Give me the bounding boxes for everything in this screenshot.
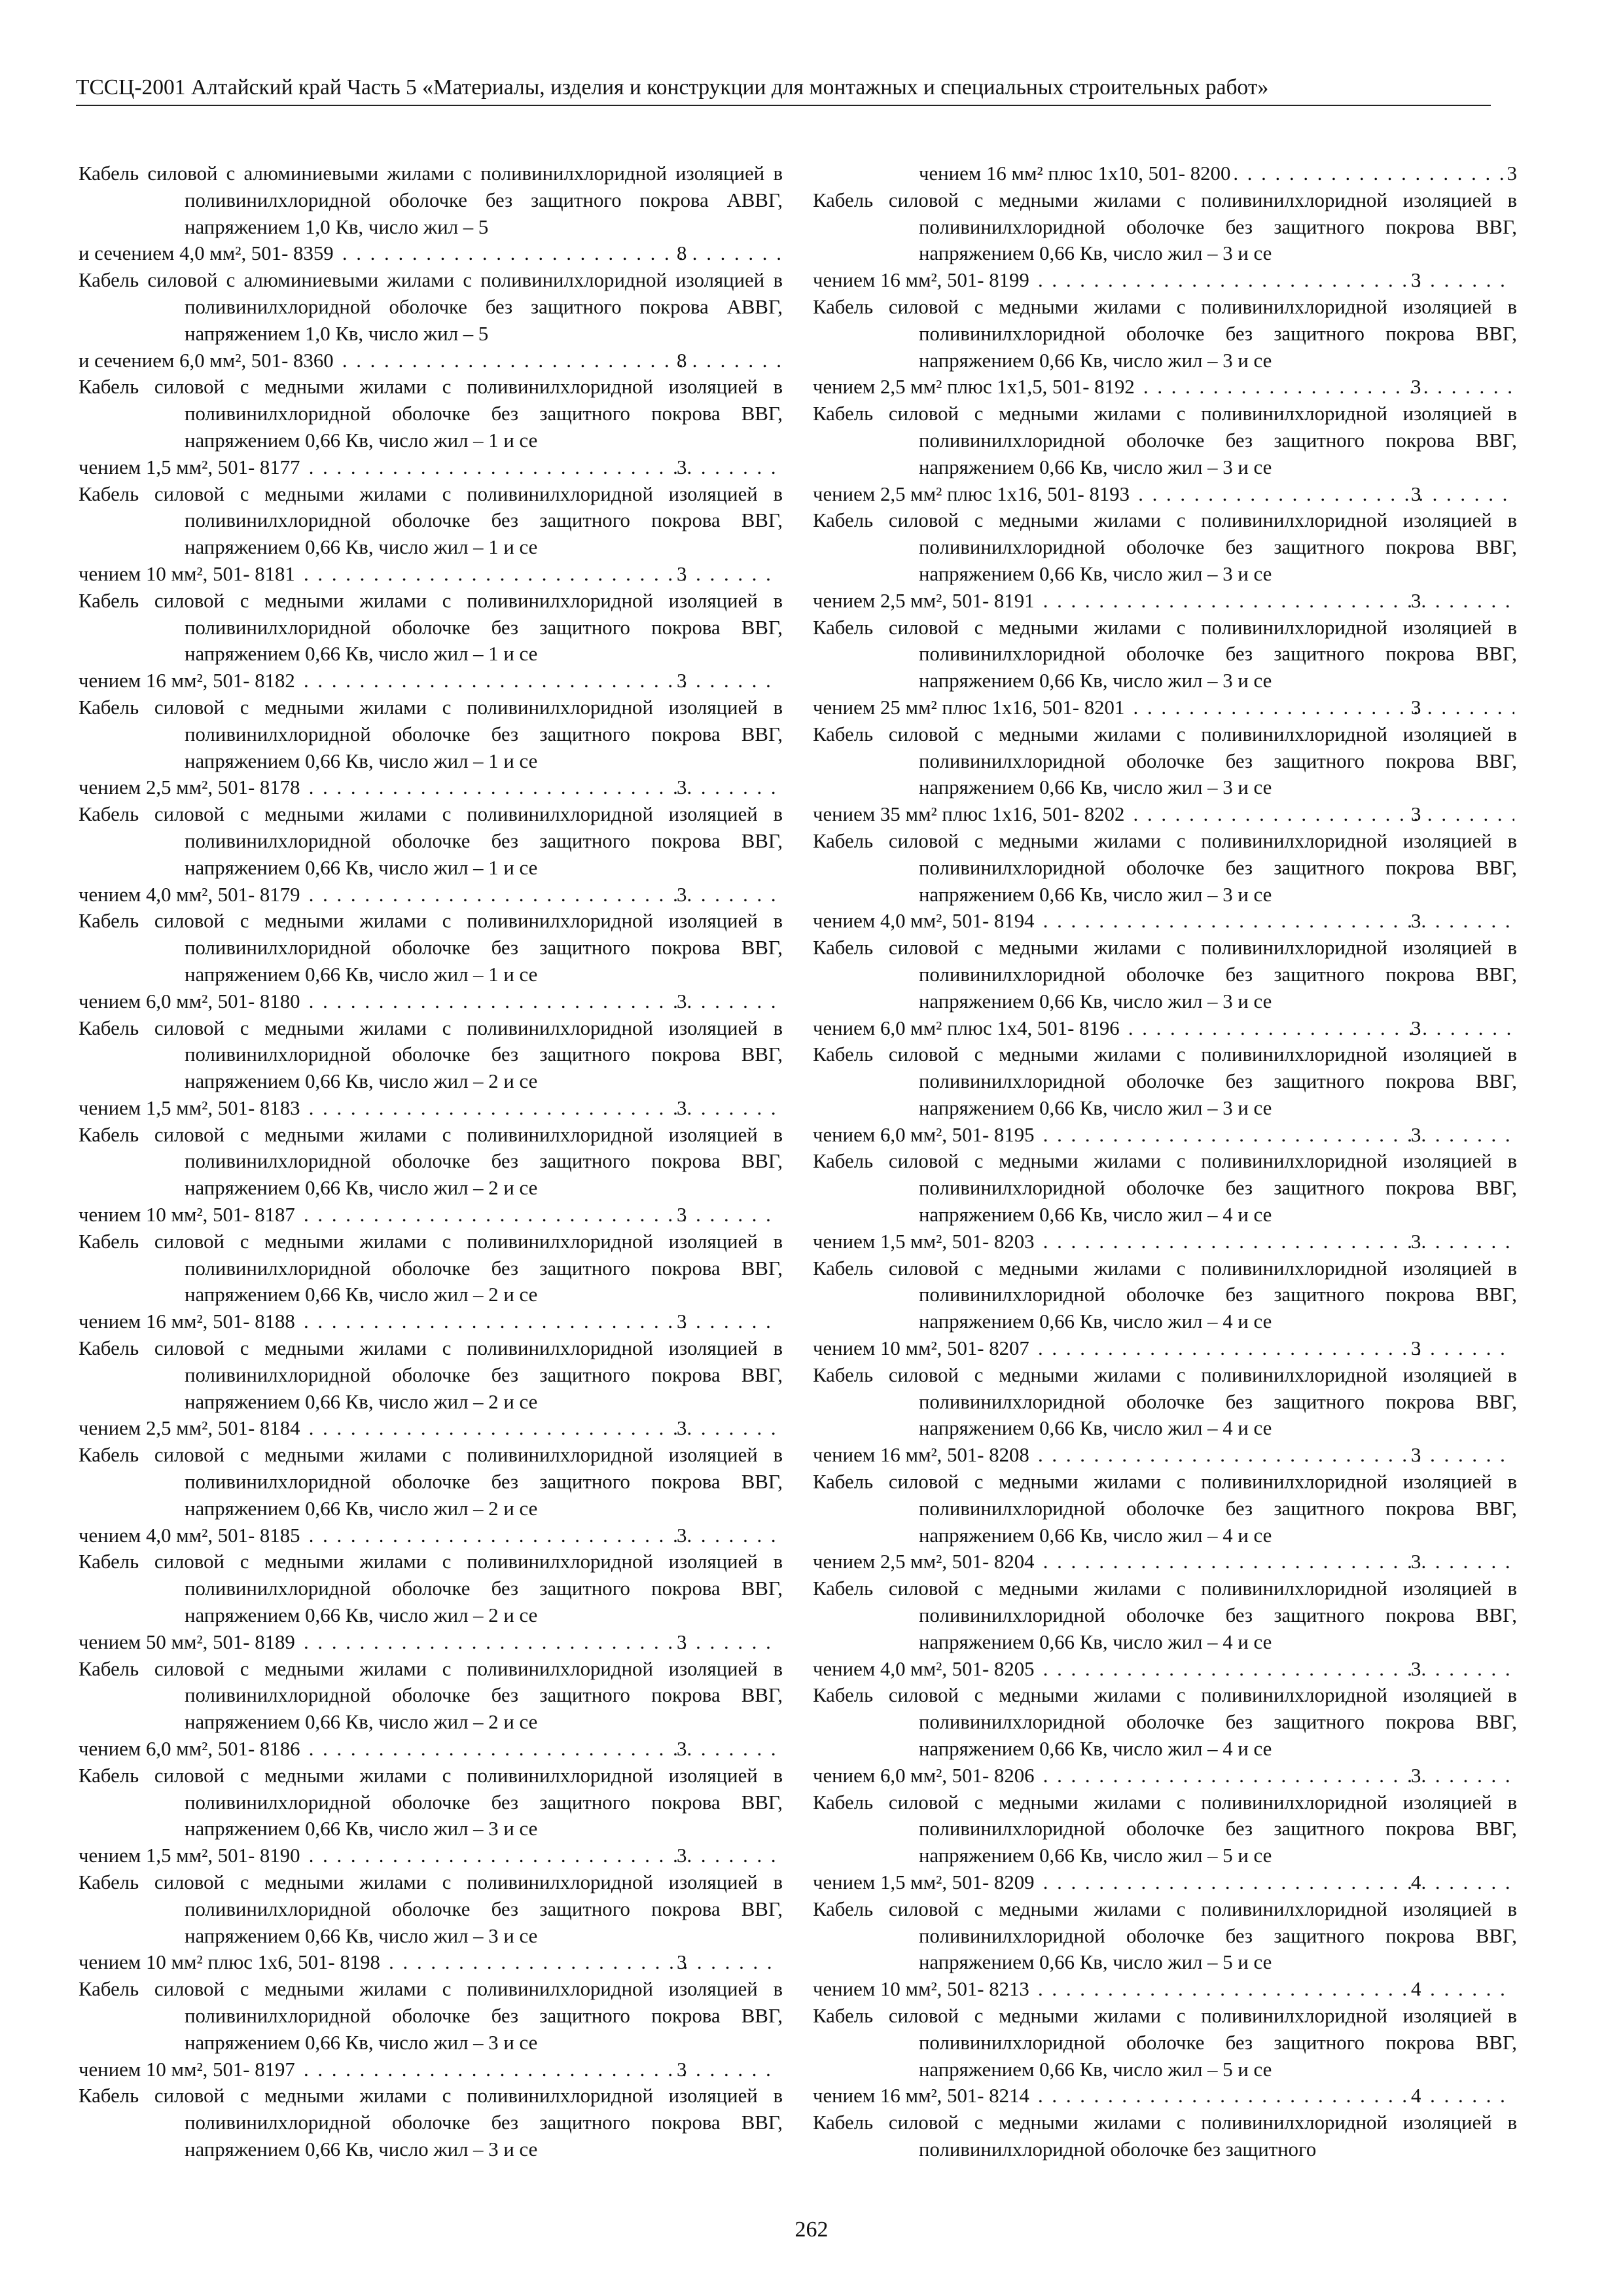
entry-tail-text: чением 6,0 мм² плюс 1х4, 501- 8196	[813, 1016, 1120, 1039]
dot-leader	[1127, 694, 1514, 721]
entry-tail-line: чением 1,5 мм², 501- 8183 . . . 3	[185, 1095, 783, 1122]
entry-tail-text: чением 10 мм², 501- 8187	[79, 1204, 295, 1227]
entry-tail-text: чением 2,5 мм² плюс 1х1,5, 501- 8192	[813, 376, 1135, 399]
entry-text: Кабель силовой с медными жилами с поливинилхлоридной изоляцией в поливинилхлоридной оболочке без защитного покрова ВВГ, напряжением 0,66 Кв, число жил – 2 и се	[79, 1551, 783, 1627]
entry-text: Кабель силовой с медными жилами с поливинилхлоридной изоляцией в поливинилхлоридной оболочке без защитного покрова ВВГ, напряжением 0,66 Кв, число жил – 3 и се	[79, 1978, 783, 2054]
index-entry	[813, 1896, 1517, 2003]
index-entry	[813, 828, 1517, 935]
entry-text: Кабель силовой с медными жилами с поливинилхлоридной изоляцией в поливинилхлоридной оболочке без защитного покрова ВВГ, напряжением 0,66 Кв, число жил – 4 и се	[813, 1684, 1517, 1761]
dot-leader	[1037, 1229, 1514, 1255]
entry-text: Кабель силовой с медными жилами с поливинилхлоридной изоляцией в поливинилхлоридной оболочке без защитного покрова ВВГ, напряжением 0,66 Кв, число жил – 4 и се	[813, 1363, 1517, 1440]
dot-leader	[298, 1308, 780, 1335]
entry-tail-line: чением 1,5 мм², 501- 8190 . . . 3	[185, 1842, 783, 1869]
dot-leader	[1032, 1335, 1514, 1362]
entry-tail-text: чением 6,0 мм², 501- 8180	[79, 990, 300, 1013]
index-entry	[813, 1362, 1517, 1469]
entry-tail-text: чением 2,5 мм², 501- 8178	[79, 776, 300, 799]
entry-text: Кабель силовой с медными жилами с поливинилхлоридной изоляцией в поливинилхлоридной оболочке без защитного покрова ВВГ, напряжением 0,66 Кв, число жил – 3 и се	[813, 295, 1517, 372]
index-entry	[813, 1041, 1517, 1148]
entry-tail-line: чением 2,5 мм², 501- 8184 . . . 3	[185, 1415, 783, 1442]
page-number: 262	[794, 2217, 829, 2242]
index-entry	[79, 1763, 783, 1869]
dot-leader	[303, 1736, 780, 1763]
entry-tail-line: чением 1,5 мм², 501- 8203 . . . 3	[919, 1229, 1517, 1255]
dot-leader	[1233, 160, 1504, 187]
entry-tail-line	[919, 160, 1517, 187]
index-entry	[79, 1869, 783, 1976]
entry-tail-text: чением 10 мм², 501- 8207	[813, 1337, 1029, 1360]
entry-text: Кабель силовой с медными жилами с поливинилхлоридной изоляцией в поливинилхлоридной оболочке без защитного покрова ВВГ, напряжением 0,66 Кв, число жил – 3 и се	[813, 829, 1517, 906]
dot-leader	[298, 561, 780, 588]
index-entry	[813, 1469, 1517, 1575]
entry-tail-text: чением 10 мм², 501- 8181	[79, 562, 295, 585]
entry-tail-text: чением 1,5 мм², 501- 8177	[79, 456, 300, 478]
index-entry	[79, 1656, 783, 1763]
entry-text: Кабель силовой с алюминиевыми жилами с поливинилхлоридной изоляцией в поливинилхлоридной оболочке без защитного покрова АВВГ, напряжением 1,0 Кв, число жил – 5	[79, 162, 783, 238]
entry-text: Кабель силовой с медными жилами с поливинилхлоридной изоляцией в поливинилхлоридной оболочке без защитного покрова ВВГ, напряжением 0,66 Кв, число жил – 1 и се	[79, 482, 783, 559]
dot-leader	[1137, 374, 1514, 401]
entry-tail-text: чением 16 мм², 501- 8188	[79, 1310, 295, 1333]
entry-tail-text: чением 1,5 мм², 501- 8209	[813, 1871, 1035, 1893]
entry-tail-text: чением 16 мм², 501- 8199	[813, 269, 1029, 292]
entry-tail-line: чением 4,0 мм², 501- 8179 . . . 3	[185, 882, 783, 908]
dot-leader	[303, 882, 780, 908]
entry-tail-text: чением 10 мм², 501- 8197	[79, 2058, 295, 2081]
dot-leader	[303, 774, 780, 801]
entry-text: Кабель силовой с медными жилами с поливинилхлоридной изоляцией в поливинилхлоридной оболочке без защитного покрова ВВГ, напряжением 0,66 Кв, число жил – 1 и се	[79, 376, 783, 452]
entry-tail-line: чением 2,5 мм², 501- 8204 . . . 3	[919, 1549, 1517, 1575]
entry-tail-line: чением 10 мм², 501- 8187 . . . 3	[185, 1202, 783, 1229]
dot-leader	[303, 1842, 780, 1869]
index-entry	[79, 588, 783, 694]
entry-text: Кабель силовой с медными жилами с поливинилхлоридной изоляцией в поливинилхлоридной оболочке без защитного покрова ВВГ, напряжением 0,66 Кв, число жил – 4 и се	[813, 1471, 1517, 1547]
entry-text: Кабель силовой с медными жилами с поливинилхлоридной изоляцией в поливинилхлоридной оболочке без защитного покрова ВВГ, напряжением 0,66 Кв, число жил – 3 и се	[813, 1043, 1517, 1119]
index-entry	[813, 935, 1517, 1041]
entry-tail-text: чением 10 мм² плюс 1х6, 501- 8198	[79, 1951, 380, 1974]
entry-tail-text: чением 2,5 мм², 501- 8204	[813, 1551, 1035, 1573]
entry-tail-line: чением 1,5 мм², 501- 8177 . . . 3	[185, 454, 783, 481]
entry-tail-line: чением 6,0 мм², 501- 8206 . . . 3	[919, 1763, 1517, 1789]
dot-leader	[383, 1949, 780, 1976]
dot-leader	[1037, 1549, 1514, 1575]
index-entry	[813, 160, 1517, 187]
index-entry	[79, 1015, 783, 1122]
index-entry	[813, 2003, 1517, 2109]
entry-text: Кабель силовой с медными жилами с поливинилхлоридной изоляцией в поливинилхлоридной оболочке без защитного покрова ВВГ, напряжением 0,66 Кв, число жил – 3 и се	[79, 1871, 783, 1947]
dot-leader	[1037, 1869, 1514, 1896]
index-entry	[79, 267, 783, 374]
entry-text: Кабель силовой с медными жилами с поливинилхлоридной изоляцией в поливинилхлоридной оболочке без защитного покрова ВВГ, напряжением 0,66 Кв, число жил – 1 и се	[79, 696, 783, 772]
entry-tail-text: чением 1,5 мм², 501- 8190	[79, 1844, 300, 1867]
entry-tail-text: чением 6,0 мм², 501- 8186	[79, 1738, 300, 1761]
entry-text: Кабель силовой с медными жилами с поливинилхлоридной изоляцией в поливинилхлоридной оболочке без защитного покрова ВВГ, напряжением 0,66 Кв, число жил – 5 и се	[813, 1897, 1517, 1974]
entry-tail-line: чением 16 мм², 501- 8188 . . . 3	[185, 1308, 783, 1335]
dot-leader	[336, 240, 780, 267]
entry-tail-text: чением 1,5 мм², 501- 8183	[79, 1096, 300, 1119]
entry-tail-text: чением 16 мм² плюс 1х10, 501- 8200	[919, 162, 1231, 185]
entry-tail-text: чением 4,0 мм², 501- 8179	[79, 883, 300, 906]
dot-leader	[303, 1522, 780, 1549]
index-entry	[79, 1229, 783, 1335]
entry-tail-line: чением 6,0 мм², 501- 8195 . . . 3	[919, 1122, 1517, 1149]
entry-tail-line: чением 2,5 мм², 501- 8178 . . . 3	[185, 774, 783, 801]
entry-tail-text: чением 2,5 мм² плюс 1х16, 501- 8193	[813, 482, 1130, 505]
dot-leader	[336, 348, 780, 374]
dot-leader	[1037, 588, 1514, 615]
entry-tail-text: и сечением 6,0 мм², 501- 8360	[79, 349, 334, 372]
index-entry	[813, 1575, 1517, 1682]
entry-tail-line: чением 10 мм², 501- 8181 . . . 3	[185, 561, 783, 588]
entry-text: Кабель силовой с медными жилами с поливинилхлоридной изоляцией в поливинилхлоридной оболочке без защитного покрова ВВГ, напряжением 0,66 Кв, число жил – 3 и се	[813, 723, 1517, 799]
entry-text: Кабель силовой с медными жилами с поливинилхлоридной изоляцией в поливинилхлоридной оболочке без защитного покрова ВВГ, напряжением 0,66 Кв, число жил – 2 и се	[79, 1337, 783, 1413]
dot-leader	[1127, 801, 1514, 828]
entry-text: Кабель силовой с медными жилами с поливинилхлоридной изоляцией в поливинилхлоридной оболочке без защитного покрова ВВГ, напряжением 0,66 Кв, число жил – 4 и се	[813, 1257, 1517, 1333]
entry-tail-line: чением 50 мм², 501- 8189 . . . 3	[185, 1629, 783, 1656]
dot-leader	[1032, 267, 1514, 294]
index-entry	[79, 694, 783, 801]
entry-tail-line: чением 10 мм², 501- 8207 . . . 3	[919, 1335, 1517, 1362]
dot-leader	[298, 2056, 780, 2083]
entry-tail-text: чением 6,0 мм², 501- 8206	[813, 1764, 1035, 1787]
running-header: ТССЦ-2001 Алтайский край Часть 5 «Материалы, изделия и конструкции для монтажных и специальных строительных работ»	[76, 73, 1491, 106]
dot-leader	[1037, 908, 1514, 935]
entry-tail-text: чением 4,0 мм², 501- 8194	[813, 910, 1035, 933]
index-entry	[79, 1442, 783, 1549]
index-entry	[813, 1148, 1517, 1255]
entry-tail-line: чением 10 мм² плюс 1х6, 501- 8198 . . . 3	[185, 1949, 783, 1976]
index-entry	[813, 401, 1517, 507]
index-entry	[813, 294, 1517, 401]
entry-tail-line: чением 16 мм², 501- 8199 . . . 3	[919, 267, 1517, 294]
entry-text: Кабель силовой с медными жилами с поливинилхлоридной изоляцией в поливинилхлоридной оболочке без защитного покрова ВВГ, напряжением 0,66 Кв, число жил – 3 и се	[79, 2085, 783, 2161]
entry-tail-line: чением 10 мм², 501- 8213 . . . 4	[919, 1976, 1517, 2003]
index-entry	[813, 1789, 1517, 1896]
dot-leader	[1122, 1015, 1514, 1042]
entry-tail-text: чением 4,0 мм², 501- 8185	[79, 1524, 300, 1547]
entry-text: Кабель силовой с медными жилами с поливинилхлоридной изоляцией в поливинилхлоридной оболочке без защитного покрова ВВГ, напряжением 0,66 Кв, число жил – 5 и се	[813, 2004, 1517, 2081]
index-entry	[79, 801, 783, 908]
entry-text: Кабель силовой с медными жилами с поливинилхлоридной изоляцией в поливинилхлоридной оболочке без защитного покрова ВВГ, напряжением 0,66 Кв, число жил – 4 и се	[813, 1150, 1517, 1227]
entry-tail-line: чением 6,0 мм², 501- 8180 . . . 3	[185, 988, 783, 1015]
entry-text: Кабель силовой с медными жилами с поливинилхлоридной изоляцией в поливинилхлоридной оболочке без защитного покрова ВВГ, напряжением 0,66 Кв, число жил – 3 и се	[813, 403, 1517, 478]
index-entry	[813, 615, 1517, 721]
entry-tail-line: чением 10 мм², 501- 8197 . . . 3	[185, 2056, 783, 2083]
entry-tail-text: чением 16 мм², 501- 8208	[813, 1444, 1029, 1467]
entry-tail-text: чением 10 мм², 501- 8213	[813, 1978, 1029, 2001]
entry-tail-text: чением 2,5 мм², 501- 8191	[813, 589, 1035, 612]
index-entry	[79, 1335, 783, 1442]
dot-leader	[1037, 1763, 1514, 1789]
dot-leader	[303, 1415, 780, 1442]
entry-tail-text: чением 6,0 мм², 501- 8195	[813, 1123, 1035, 1146]
entry-tail-text: чением 1,5 мм², 501- 8203	[813, 1230, 1035, 1253]
entry-text: Кабель силовой с медными жилами с поливинилхлоридной изоляцией в поливинилхлоридной оболочке без защитного покрова ВВГ, напряжением 0,66 Кв, число жил – 3 и се	[813, 937, 1517, 1013]
entry-page-ref: 3	[1507, 162, 1517, 185]
entry-text: Кабель силовой с медными жилами с поливинилхлоридной изоляцией в поливинилхлоридной оболочке без защитного покрова ВВГ, напряжением 0,66 Кв, число жил – 2 и се	[79, 1016, 783, 1093]
dot-leader	[303, 988, 780, 1015]
entry-tail-line: чением 16 мм², 501- 8208 . . . 3	[919, 1442, 1517, 1469]
entry-tail-text: чением 4,0 мм², 501- 8205	[813, 1657, 1035, 1680]
index-entry	[813, 2109, 1517, 2163]
entry-text: Кабель силовой с медными жилами с поливинилхлоридной изоляцией в поливинилхлоридной оболочке без защитного	[813, 2111, 1517, 2161]
entry-tail-line: чением 16 мм², 501- 8182 . . . 3	[185, 668, 783, 694]
entry-tail-text: чением 25 мм² плюс 1х16, 501- 8201	[813, 696, 1125, 719]
entry-text: Кабель силовой с алюминиевыми жилами с поливинилхлоридной изоляцией в поливинилхлоридной оболочке без защитного покрова АВВГ, напряжением 1,0 Кв, число жил – 5	[79, 269, 783, 345]
entry-text: Кабель силовой с медными жилами с поливинилхлоридной изоляцией в поливинилхлоридной оболочке без защитного покрова ВВГ, напряжением 0,66 Кв, число жил – 3 и се	[79, 1764, 783, 1840]
index-entry	[79, 908, 783, 1014]
entry-text: Кабель силовой с медными жилами с поливинилхлоридной изоляцией в поливинилхлоридной оболочке без защитного покрова ВВГ, напряжением 0,66 Кв, число жил – 3 и се	[813, 616, 1517, 692]
entry-tail-line: чением 2,5 мм² плюс 1х1,5, 501- 8192 . . . 3	[919, 374, 1517, 401]
entry-tail-line: чением 4,0 мм², 501- 8194 . . . 3	[919, 908, 1517, 935]
dot-leader	[1037, 1656, 1514, 1683]
dot-leader	[1037, 1122, 1514, 1149]
right-column	[813, 160, 1517, 2163]
dot-leader	[303, 1095, 780, 1122]
entry-tail-line: чением 1,5 мм², 501- 8209 . . . 4	[919, 1869, 1517, 1896]
index-entry	[813, 1255, 1517, 1362]
entry-tail-text: чением 16 мм², 501- 8182	[79, 670, 295, 692]
entry-tail-text: и сечением 4,0 мм², 501- 8359	[79, 242, 334, 265]
dot-leader	[1032, 1976, 1514, 2003]
entry-text: Кабель силовой с медными жилами с поливинилхлоридной изоляцией в поливинилхлоридной оболочке без защитного покрова ВВГ, напряжением 0,66 Кв, число жил – 3 и се	[813, 188, 1517, 265]
entry-text: Кабель силовой с медными жилами с поливинилхлоридной изоляцией в поливинилхлоридной оболочке без защитного покрова ВВГ, напряжением 0,66 Кв, число жил – 4 и се	[813, 1577, 1517, 1653]
index-entry	[79, 1549, 783, 1655]
dot-leader	[298, 1202, 780, 1229]
index-entry	[79, 374, 783, 480]
left-column	[79, 160, 783, 2163]
entry-text: Кабель силовой с медными жилами с поливинилхлоридной изоляцией в поливинилхлоридной оболочке без защитного покрова ВВГ, напряжением 0,66 Кв, число жил – 2 и се	[79, 1657, 783, 1734]
index-entry	[79, 1976, 783, 2083]
dot-leader	[1132, 481, 1514, 508]
index-entry	[79, 2083, 783, 2162]
index-entry	[813, 507, 1517, 614]
dot-leader	[298, 668, 780, 694]
entry-text: Кабель силовой с медными жилами с поливинилхлоридной изоляцией в поливинилхлоридной оболочке без защитного покрова ВВГ, напряжением 0,66 Кв, число жил – 2 и се	[79, 1444, 783, 1520]
entry-tail-line: чением 35 мм² плюс 1х16, 501- 8202 . . . 3	[919, 801, 1517, 828]
entry-tail-line: чением 4,0 мм², 501- 8185 . . . 3	[185, 1522, 783, 1549]
entry-tail-text: чением 16 мм², 501- 8214	[813, 2085, 1029, 2108]
entry-tail-line: чением 4,0 мм², 501- 8205 . . . 3	[919, 1656, 1517, 1683]
entry-tail-line: и сечением 6,0 мм², 501- 8360 . . . 8	[185, 348, 783, 374]
entry-text: Кабель силовой с медными жилами с поливинилхлоридной изоляцией в поливинилхлоридной оболочке без защитного покрова ВВГ, напряжением 0,66 Кв, число жил – 2 и се	[79, 1230, 783, 1306]
entry-text: Кабель силовой с медными жилами с поливинилхлоридной изоляцией в поливинилхлоридной оболочке без защитного покрова ВВГ, напряжением 0,66 Кв, число жил – 1 и се	[79, 803, 783, 879]
entry-tail-text: чением 2,5 мм², 501- 8184	[79, 1417, 300, 1440]
index-entry	[79, 481, 783, 588]
entry-tail-line: чением 2,5 мм², 501- 8191 . . . 3	[919, 588, 1517, 615]
entry-tail-line: чением 2,5 мм² плюс 1х16, 501- 8193 . . . 3	[919, 481, 1517, 508]
entry-text: Кабель силовой с медными жилами с поливинилхлоридной изоляцией в поливинилхлоридной оболочке без защитного покрова ВВГ, напряжением 0,66 Кв, число жил – 2 и се	[79, 1123, 783, 1200]
dot-leader	[298, 1629, 780, 1656]
entry-text: Кабель силовой с медными жилами с поливинилхлоридной изоляцией в поливинилхлоридной оболочке без защитного покрова ВВГ, напряжением 0,66 Кв, число жил – 3 и се	[813, 509, 1517, 585]
index-entry	[813, 721, 1517, 828]
dot-leader	[1032, 1442, 1514, 1469]
dot-leader	[1032, 2083, 1514, 2109]
entry-text: Кабель силовой с медными жилами с поливинилхлоридной изоляцией в поливинилхлоридной оболочке без защитного покрова ВВГ, напряжением 0,66 Кв, число жил – 1 и се	[79, 589, 783, 666]
index-entry	[813, 1682, 1517, 1789]
index-entry	[79, 1122, 783, 1229]
entry-tail-line: чением 16 мм², 501- 8214 . . . 4	[919, 2083, 1517, 2109]
index-entry	[79, 160, 783, 267]
entry-tail-line: чением 6,0 мм², 501- 8186 . . . 3	[185, 1736, 783, 1763]
entry-tail-text: чением 50 мм², 501- 8189	[79, 1630, 295, 1653]
entry-text: Кабель силовой с медными жилами с поливинилхлоридной изоляцией в поливинилхлоридной оболочке без защитного покрова ВВГ, напряжением 0,66 Кв, число жил – 5 и се	[813, 1791, 1517, 1867]
dot-leader	[303, 454, 780, 481]
entry-tail-text: чением 35 мм² плюс 1х16, 501- 8202	[813, 803, 1125, 826]
entry-tail-line: чением 6,0 мм² плюс 1х4, 501- 8196 . . . 3	[919, 1015, 1517, 1042]
entry-tail-line: чением 25 мм² плюс 1х16, 501- 8201 . . . 3	[919, 694, 1517, 721]
entry-text: Кабель силовой с медными жилами с поливинилхлоридной изоляцией в поливинилхлоридной оболочке без защитного покрова ВВГ, напряжением 0,66 Кв, число жил – 1 и се	[79, 910, 783, 986]
index-entry	[813, 187, 1517, 294]
entry-tail-line: и сечением 4,0 мм², 501- 8359 . . . 8	[185, 240, 783, 267]
